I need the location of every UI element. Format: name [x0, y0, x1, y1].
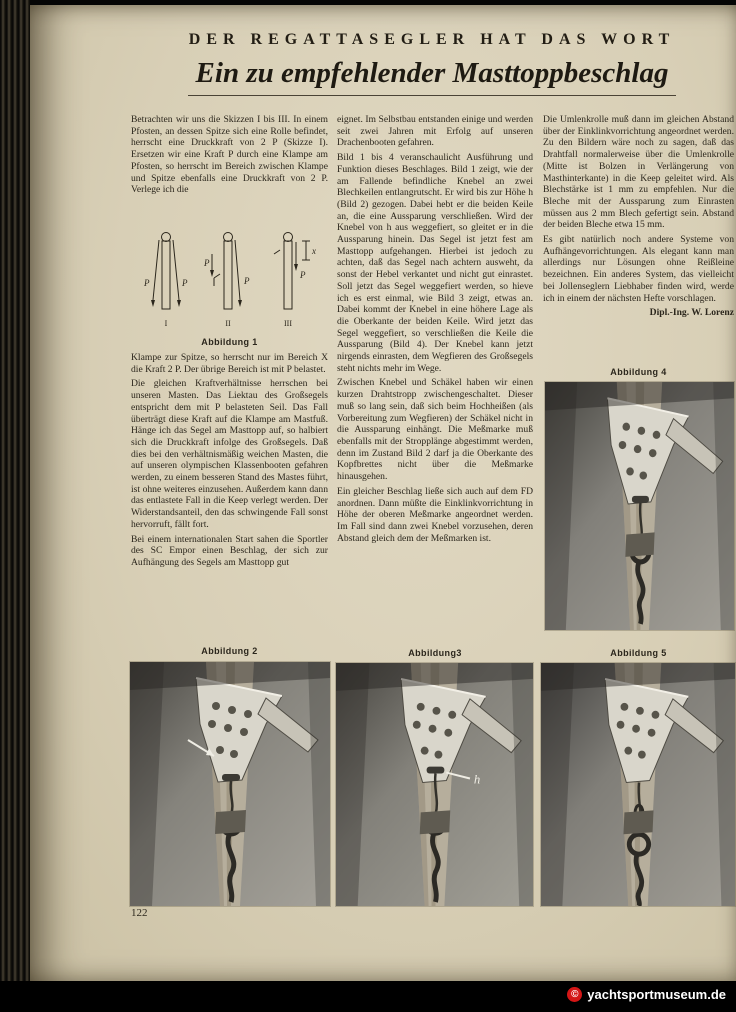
paragraph: Betrachten wir uns die Skizzen I bis III. In einem Pfosten, an dessen Spitze sich eine Rolle befindet, herrscht eine Druckkraft von 2 P (Skizze I). Ersetzen wir eine Kraft P durch eine Klampe am Pfosten, so herrscht im Bereich zwischen Klampe und Spitze ebenfalls eine Druckkraft von 2 P. Verlege ich die	[131, 114, 328, 196]
force-label: P	[182, 278, 188, 288]
height-label: h	[473, 772, 481, 787]
paragraph: Ein gleicher Beschlag ließe sich auch auf dem FD anordnen. Dann müßte die Einklinkvorrichtung in Höhe der oberen Meßmarke angeordnet werden. Im Fall sind dann zwei Knebel vorzusehen, deren Abstand gleich dem der Meßmarken ist.	[337, 485, 533, 544]
roman-numeral-3: III	[284, 319, 292, 328]
paragraph: Bei einem internationalen Start sahen die Sportler des SC Empor einen Beschlag, der sich zur Aufhängung des Segels am Masttopp gut	[131, 533, 328, 568]
watermark-text: yachtsportmuseum.de	[587, 987, 726, 1002]
author-byline: Dipl.-Ing. W. Lorenz	[649, 307, 734, 319]
paragraph: eignet. Im Selbstbau entstanden einige und werden seit zwei Jahren mit Erfolg auf unseren Drachenbooten gefahren.	[337, 114, 533, 149]
column-2	[337, 114, 533, 640]
paragraph: Zwischen Knebel und Schäkel haben wir einen kurzen Drahtstropp zwischengeschaltet. Dieser muß so lang sein, daß sich beim Hochheißen (als Vorbereitung zum Wegfieren) der Schäkel nicht in die Aussparung einhängt. Die Meßmarke muß ebenfalls mit der Stropplänge abgestimmt werden, denn im Zustand Bild 2 darf ja die Oberkante des Kopfbrettes nicht über die Meßmarke hinausgehen.	[337, 377, 533, 483]
mast-sketch-diagram	[136, 226, 322, 332]
column-1-bottom	[131, 352, 328, 640]
mast-lashing-band	[623, 810, 653, 834]
masthead-fitting-photo	[545, 382, 734, 630]
figure-4-photo	[545, 382, 734, 630]
section-header: DER REGATTASEGLER HAT DAS WORT	[188, 31, 676, 48]
book-spine	[0, 0, 30, 1012]
masthead-fitting-photo	[130, 662, 330, 906]
copyright-icon: ©	[567, 987, 582, 1002]
paragraph: Die gleichen Kraftverhältnisse herrschen bei unseren Masten. Das Liektau des Großsegels entspricht dem mit P belasteten Seil. Das Fall überträgt diese Kraft auf die Klampe am Mastfuß. Hänge ich das Segel am Masttopp auf, so halbiert sich die Druckkraft infolge des Großsegels. Daß dies bei den verhältnismäßig weichen Masten, die auf unseren olympischen Klassenbooten gefahren werden, zu einem besseren Stand des Mastes führt, ist ohne weiteres einzusehen. Außerdem kann dann das entlastete Fall in die Keep verlegt werden. Der Widerstandsanteil, den das schwingende Fall sonst hervorruft, fällt fort.	[131, 378, 328, 530]
figure-1-drawing	[136, 226, 322, 332]
figure-4-caption: Abbildung 4	[610, 367, 667, 377]
force-label: P	[204, 258, 210, 268]
paragraph: Klampe zur Spitze, so herrscht nur im Bereich X die Kraft 2 P. Der übrige Bereich ist mit P belastet.	[131, 352, 328, 375]
masthead-fitting-photo	[541, 663, 735, 906]
column-3	[543, 114, 734, 362]
figure-3-photo	[336, 663, 533, 906]
watermark	[567, 987, 726, 1002]
force-label: P	[244, 276, 250, 286]
roman-numeral-1: I	[164, 319, 168, 328]
article-title	[132, 57, 732, 96]
mast-lashing-band	[625, 532, 654, 556]
paragraph: Die Umlenkrolle muß dann im gleichen Abstand über der Einklinkvorrichtung angeordnet werden. Zu den Bildern wäre noch zu sagen, daß das Drahtfall normalerweise über die Umlenkrolle (Mitte ist Bolzen in Verlängerung von Masthinterkante) in die Keep geleitet wird. Als Blechstärke ist 1 mm zu empfehlen. Nur die Bleche mit der Aussparung zum Einrasten müssen aus 2 mm Blech gefertigt sein. Abstand der beiden Bleche etwa 15 mm.	[543, 114, 734, 231]
mast-lashing-band	[420, 810, 451, 834]
figure-2-caption: Abbildung 2	[201, 646, 258, 656]
force-label: P	[144, 278, 150, 288]
page-number: 122	[131, 907, 148, 919]
roman-numeral-2: II	[225, 319, 231, 328]
figure-2-photo	[130, 662, 330, 906]
column-1-top	[131, 114, 328, 226]
mast-lashing-band	[215, 810, 246, 834]
article-title-text: Ein zu empfehlender Masttoppbeschlag	[188, 57, 677, 96]
paragraph: Es gibt natürlich noch andere Systeme von Aufhängevorrichtungen. Als elegant kann man allerdings nur Lösungen ohne Reißleine bezeichnen. Ein anderes System, das vielleicht bei Jollenseglern Liebhaber finden wird, werde ich in einem der nächsten Hefte vorschlagen.	[543, 234, 734, 304]
force-label: P	[300, 270, 306, 280]
figure-1-caption: Abbildung 1	[201, 337, 258, 347]
masthead-fitting-photo	[336, 663, 533, 906]
figure-5-caption: Abbildung 5	[610, 648, 667, 658]
figure-5-photo	[541, 663, 735, 906]
paragraph: Bild 1 bis 4 veranschaulicht Ausführung und Funktion dieses Beschlages. Bild 1 zeigt, wie der am Fallende befindliche Knebel an zwei Blechkeilen entlangrutscht. Er wird bis zur Höhe h (Bild 2) gezogen. Dabei hebt er die beiden Keile an, die eine Aussparung verschließen. Wird der Knebel von h aus weggefiert, so gleitet er in die Aussparung hinein. Das Segel ist jetzt fest am Masttopp aufgehangen. Hierbei ist jedoch zu achten, daß das Segel nach achtern ausweht, da sonst der Hebel verkantet und nicht gut einrastet. Soll jetzt das Segel weggefiert werden, so hieve ich es erst einmal, wie Bild 3 zeigt, etwas an. Dabei kommt der Knebel in eine höhere Lage als die Oberkante der beiden Keile. Wird jetzt das Segel weggefiert, so verschließen die Keile die Aussparung (Bild 4). Der Knebel kann jetzt nirgends einrasten, dem Wegfieren des Großsegels steht nichts mehr im Wege.	[337, 152, 533, 374]
dimension-label: x	[312, 246, 316, 256]
figure-3-caption: Abbildung3	[408, 648, 462, 658]
